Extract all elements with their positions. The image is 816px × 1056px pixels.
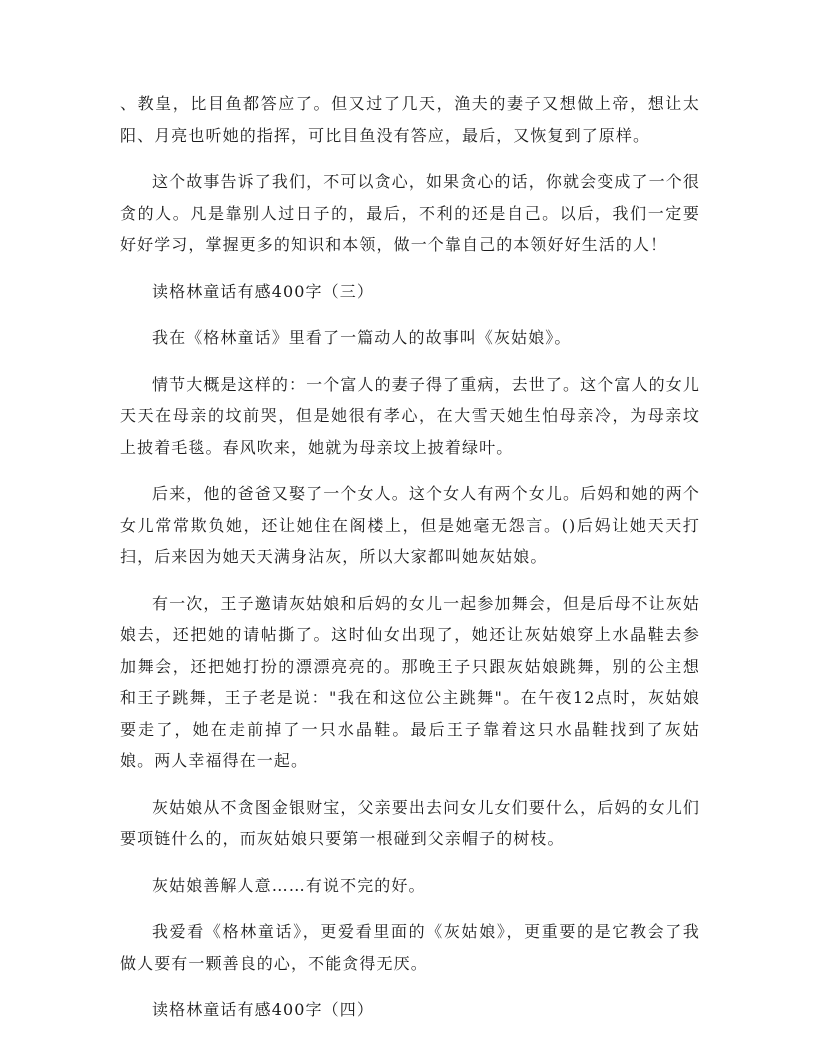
paragraph-kindness: 灰姑娘善解人意……有说不完的好。: [152, 875, 426, 895]
paragraph-virtue: 灰姑娘从不贪图金银财宝，父亲要出去问女儿女们要什么，后妈的女儿们要项链什么的，而灰姑娘只要第一根碰到父亲帽子的树枝。: [120, 797, 700, 848]
paragraph-ball: 有一次，王子邀请灰姑娘和后妈的女儿一起参加舞会，但是后母不让灰姑娘去，还把她的请帖撕了。这时仙女出现了，她还让灰姑娘穿上水晶鞋去参加舞会，还把她打扮的漂漂亮亮的。那晚王子只跟灰姑娘跳舞，别的公主想和王子跳舞，王子老是说："我在和这位公主跳舞"。在午夜12点时，灰姑娘要走了，她在走前掉了一只水晶鞋。最后王子靠着这只水晶鞋找到了灰姑娘。两人幸福得在一起。: [120, 593, 700, 770]
section-heading-three: 读格林童话有感400字（三）: [152, 281, 374, 301]
document-body: [120, 88, 700, 1026]
paragraph-intro: 我在《格林童话》里看了一篇动人的故事叫《灰姑娘》。: [152, 328, 572, 347]
section-heading-four: 读格林童话有感400字（四）: [152, 1000, 374, 1019]
paragraph-lesson: 这个故事告诉了我们，不可以贪心，如果贪心的话，你就会变成了一个很贪的人。凡是靠别人过日子的，最后，不利的还是自己。以后，我们一定要好好学习，掌握更多的知识和本领，做一个靠自己的本领好好生活的人！: [120, 172, 700, 254]
paragraph-conclusion: 我爱看《格林童话》，更爱看里面的《灰姑娘》，更重要的是它教会了我做人要有一颗善良的心，不能贪得无厌。: [120, 922, 700, 973]
paragraph-plot: 情节大概是这样的：一个富人的妻子得了重病，去世了。这个富人的女儿天天在母亲的坟前哭，但是她很有孝心，在大雪天她生怕母亲冷，为母亲坟上披着毛毯。春风吹来，她就为母亲坟上披着绿叶。: [120, 374, 700, 457]
paragraph-stepmother: 后来，他的爸爸又娶了一个女人。这个女人有两个女儿。后妈和她的两个女儿常常欺负她，还让她住在阁楼上，但是她毫无怨言。()后妈让她天天打扫，后来因为她天天满身沾灰，所以大家都叫她灰姑娘。: [120, 484, 700, 566]
paragraph-continuation: 、教皇，比目鱼都答应了。但又过了几天，渔夫的妻子又想做上帝，想让太阳、月亮也听她的指挥，可比目鱼没有答应，最后，又恢复到了原样。: [120, 94, 700, 145]
